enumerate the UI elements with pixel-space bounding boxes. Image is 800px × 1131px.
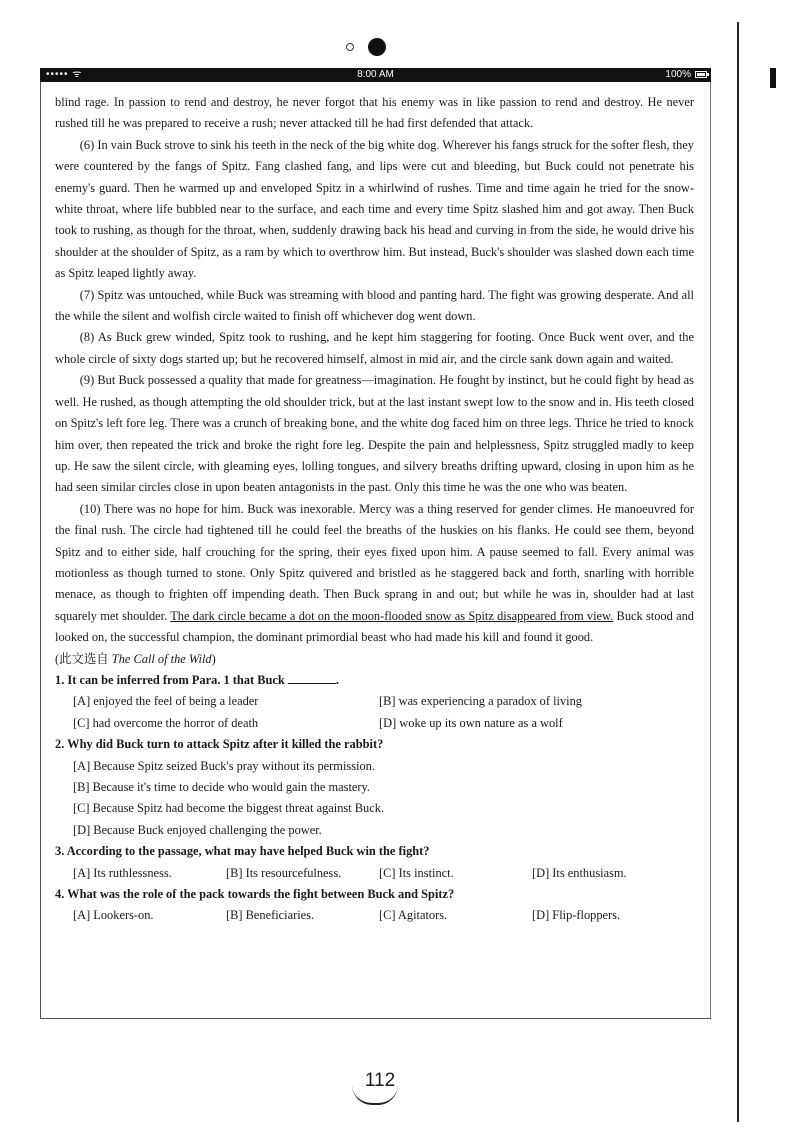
options [55, 905, 694, 926]
page-content [55, 92, 694, 927]
source-title: The Call of the Wild [111, 651, 212, 666]
page-edge-line [737, 22, 739, 1122]
paragraph-continued: blind rage. In passion to rend and destroy, he never forgot that his enemy was in like passion to rend and destroy. He never rushed till he was prepared to receive a rush; never attacked till he had first defended that attack. [55, 95, 694, 131]
option-c: [C] Its instinct. [379, 865, 454, 880]
sensor-icon [346, 43, 354, 51]
battery-percent: 100% [665, 69, 691, 80]
option-b: [B] Beneficiaries. [226, 908, 315, 923]
question-stem: 2. Why did Buck turn to attack Spitz after it killed the rabbit? [55, 737, 384, 752]
signal-icon: ••••• ᯤ [46, 69, 83, 80]
status-bar [40, 68, 711, 82]
device-camera [0, 36, 800, 58]
option-d: [D] woke up its own nature as a wolf [379, 715, 563, 730]
page-number-arc [352, 1085, 398, 1105]
question-4 [55, 884, 694, 927]
option-d: [D] Flip-floppers. [532, 908, 621, 923]
frame-border-bottom [40, 1018, 711, 1019]
paragraph-7: (7) Spitz was untouched, while Buck was streaming with blood and panting hard. The fight was growing desperate. And all the while the silent and wolfish circle waited to finish off whichever dog went down. [55, 287, 694, 324]
option-b: [B] Its resourcefulness. [226, 865, 342, 880]
option-a: [A] Its ruthlessness. [73, 865, 172, 880]
option-b: [B] Because it's time to decide who would gain the mastery. [73, 780, 371, 794]
question-2 [55, 734, 694, 841]
paragraph-10-text-b: Buck stood and looked on, the successful champion, the dominant primordial beast who had made his kill and found it good. [55, 608, 694, 645]
option-a: [A] enjoyed the feel of being a leader [73, 694, 259, 709]
underlined-sentence: The dark circle became a dot on the moon-flooded snow as Spitz disappeared from view. [170, 608, 614, 623]
paragraph-9: (9) But Buck possessed a quality that made for greatness—imagination. He fought by instinct, but he could fight by head as well. He rushed, as though attempting the old shoulder trick, but at the last instant swept low to the snow and in. His teeth closed on Spitz's left fore leg. There was a crunch of breaking bone, and the white dog faced him on three legs. Thrice he tried to knock him over, then repeated the trick and broke the right fore leg. Despite the pain and helplessness, Spitz struggled madly to keep up. He saw the silent circle, with gleaming eyes, lolling tongues, and silvery breaths drifting upward, closing in upon him as he had seen similar circles close in upon beaten antagonists in the past. Only this time he was the one who was beaten. [55, 373, 694, 495]
options [55, 756, 694, 842]
option-d: [D] Because Buck enjoyed challenging the power. [73, 822, 322, 837]
frame-border-right [710, 82, 711, 1019]
battery-icon [695, 71, 707, 78]
options [55, 863, 694, 884]
option-d: [D] Its enthusiasm. [532, 865, 627, 880]
question-stem: 3. According to the passage, what may have helped Buck win the fight? [55, 844, 430, 859]
source-citation: (此文选自 The Call of the Wild) [55, 651, 216, 666]
answer-blank [288, 673, 336, 684]
option-a: [A] Lookers-on. [73, 908, 154, 923]
paragraph-10-text-a: (10) There was no hope for him. Buck was inexorable. Mercy was a thing reserved for gender climes. He manoeuvred for the final rush. The circle had tightened till he could feel the breaths of the huskies on his flanks. He could see them, beyond Spitz and to either side, half crouching for the spring, their eyes fixed upon him. A pause seemed to fall. Every animal was motionless as though turned to stone. Only Spitz quivered and bristled as he staggered back and forth, snarling with horrible menace, as though to frighten off impending death. Then Buck sprang in and out; but while he was in, shoulder had at last squarely met shoulder. [55, 501, 694, 623]
option-c: [C] Agitators. [379, 908, 448, 923]
paragraph-8: (8) As Buck grew winded, Spitz took to rushing, and he kept him staggering for footing. Once Buck went over, and the whole circle of sixty dogs started up; but he recovered himself, almost in mid air, and the circle sank down again and waited. [55, 330, 694, 366]
option-c: [C] had overcome the horror of death [73, 715, 259, 730]
paragraph-6: (6) In vain Buck strove to sink his teeth in the neck of the big white dog. Wherever his fangs struck for the softer flesh, they were countered by the fangs of Spitz. Fang clashed fang, and lips were cut and bleeding, but Buck could not penetrate his enemy's guard. Then he warmed up and enveloped Spitz in a whirlwind of rushes. Time and time again he tried for the snow-white throat, where life bubbled near to the surface, and each time and every time Spitz slashed him and got away. Then Buck took to rushing, as though for the throat, when, suddenly drawing back his head and curving in from the side, he would drive his shoulder at the shoulder of Spitz, as a ram by which to overthrow him. But instead, Buck's shoulder was slashed down each time as Spitz leaped lightly away. [55, 137, 694, 281]
frame-border-left [40, 82, 41, 1019]
status-time: 8:00 AM [357, 69, 394, 80]
question-stem: 1. It can be inferred from Para. 1 that Buck . [55, 672, 340, 687]
page-edge-mark [770, 68, 776, 88]
question-stem: 4. What was the role of the pack towards the fight between Buck and Spitz? [55, 887, 455, 902]
page-number: 112 [364, 1070, 396, 1091]
option-b: [B] was experiencing a paradox of living [379, 694, 582, 709]
camera-icon [368, 38, 386, 56]
options [55, 691, 694, 734]
question-1 [55, 670, 694, 734]
paragraph-10 [55, 499, 694, 649]
option-c: [C] Because Spitz had become the biggest threat against Buck. [73, 801, 385, 816]
option-a: [A] Because Spitz seized Buck's pray without its permission. [73, 758, 375, 773]
question-3 [55, 841, 694, 884]
